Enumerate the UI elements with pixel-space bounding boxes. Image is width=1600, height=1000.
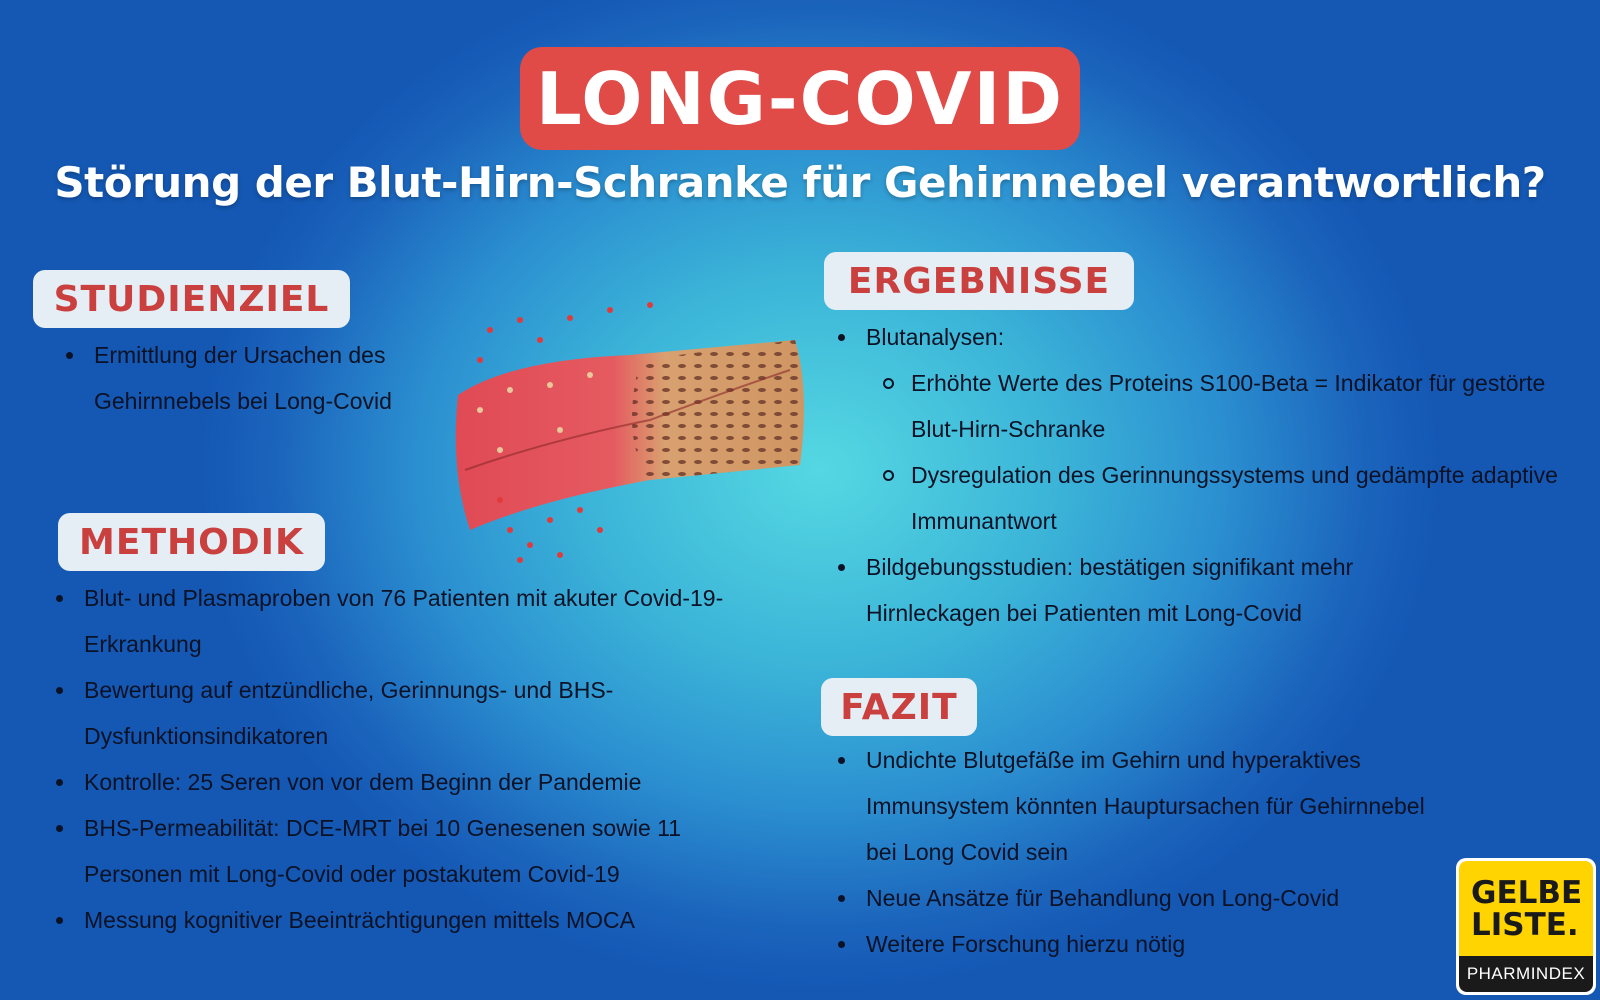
section-label-methodik <box>58 513 325 571</box>
list-item: Blut- und Plasmaproben von 76 Patienten mit akuter Covid-19-Erkrankung <box>54 575 794 667</box>
list-item: BHS-Permeabilität: DCE-MRT bei 10 Genesenen sowie 11 Personen mit Long-Covid oder postakutem Covid-19 <box>54 805 794 897</box>
section-label-text: STUDIENZIEL <box>53 278 330 320</box>
sub-list <box>881 360 1566 544</box>
section-label-fazit <box>821 678 977 736</box>
list-item: Undichte Blutgefäße im Gehirn und hyperaktives Immunsystem könnten Hauptursachen für Gehirnnebel bei Long Covid sein <box>836 737 1436 875</box>
list-item: Weitere Forschung hierzu nötig <box>836 921 1436 967</box>
logo-line2: LISTE. <box>1471 906 1579 943</box>
logo-wordmark <box>1459 861 1593 956</box>
section-label-text: ERGEBNISSE <box>847 260 1111 302</box>
gelbe-liste-logo <box>1456 858 1596 995</box>
logo-line1: GELBE <box>1471 874 1583 911</box>
studienziel-list <box>64 332 444 424</box>
list-item <box>836 314 1566 544</box>
section-label-text: FAZIT <box>840 686 958 728</box>
list-item: Bewertung auf entzündliche, Gerinnungs- und BHS-Dysfunktionsindikatoren <box>54 667 794 759</box>
sub-list-item: Erhöhte Werte des Proteins S100-Beta = Indikator für gestörte Blut-Hirn-Schranke <box>881 360 1566 452</box>
page-subtitle: Störung der Blut-Hirn-Schranke für Gehirnnebel verantwortlich? <box>54 158 1546 207</box>
list-item-text: Blutanalysen: <box>866 324 1005 350</box>
logo-subbrand <box>1459 956 1593 992</box>
ergebnisse-list <box>836 314 1566 636</box>
logo-bottom-text: PHARMINDEX <box>1466 964 1586 983</box>
list-item: Messung kognitiver Beeinträchtigungen mittels MOCA <box>54 897 794 943</box>
list-item: Neue Ansätze für Behandlung von Long-Covid <box>836 875 1436 921</box>
fazit-list <box>836 737 1436 967</box>
list-item: Bildgebungsstudien: bestätigen signifikant mehr Hirnleckagen bei Patienten mit Long-Covid <box>836 544 1566 636</box>
section-label-text: METHODIK <box>79 521 304 563</box>
sub-list-item: Dysregulation des Gerinnungssystems und gedämpfte adaptive Immunantwort <box>881 452 1566 544</box>
methodik-list <box>54 575 794 943</box>
section-label-ergebnisse <box>824 252 1134 310</box>
blood-vessel-illustration-icon <box>450 300 820 570</box>
list-item: Kontrolle: 25 Seren von vor dem Beginn der Pandemie <box>54 759 794 805</box>
section-label-studienziel <box>33 270 350 328</box>
page-title: LONG-COVID <box>535 56 1065 141</box>
list-item: Ermittlung der Ursachen des Gehirnnebels bei Long-Covid <box>64 332 444 424</box>
title-banner <box>520 47 1080 150</box>
